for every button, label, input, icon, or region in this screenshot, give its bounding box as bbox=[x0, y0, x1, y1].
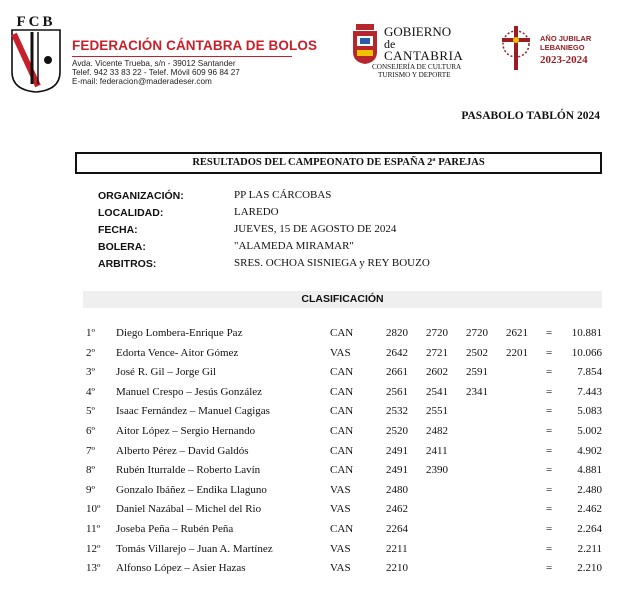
table-row bbox=[0, 484, 640, 504]
score-1: 2532 bbox=[386, 405, 408, 418]
score-1: 2642 bbox=[386, 346, 408, 359]
position: 4º bbox=[86, 385, 95, 398]
equals-sign: = bbox=[546, 405, 553, 418]
score-3: 2502 bbox=[466, 346, 488, 359]
team-code: VAS bbox=[330, 503, 351, 516]
score-1: 2491 bbox=[386, 444, 408, 457]
jubilee-line1: AÑO JUBILAR bbox=[540, 34, 592, 43]
info-value: SRES. OCHOA SISNIEGA y REY BOUZO bbox=[234, 257, 430, 269]
lebaniego-cross-icon bbox=[498, 24, 534, 72]
table-row bbox=[0, 523, 640, 543]
equals-sign: = bbox=[546, 444, 553, 457]
score-2: 2721 bbox=[426, 346, 448, 359]
equals-sign: = bbox=[546, 366, 553, 379]
player-names: Daniel Nazábal – Michel del Rio bbox=[116, 503, 262, 516]
player-names: Rubén Iturralde – Roberto Lavín bbox=[116, 464, 261, 477]
table-row bbox=[0, 405, 640, 425]
total-score: 2.264 bbox=[577, 523, 602, 535]
info-label: LOCALIDAD: bbox=[98, 207, 164, 219]
clasificacion-title: CLASIFICACIÓN bbox=[301, 293, 384, 305]
info-value: JUEVES, 15 DE AGOSTO DE 2024 bbox=[234, 223, 397, 235]
table-row bbox=[0, 445, 640, 465]
position: 8º bbox=[86, 464, 95, 477]
total-score: 4.881 bbox=[577, 464, 602, 477]
score-2: 2541 bbox=[426, 385, 448, 398]
federation-email: E-mail: federacion@maderadeser.com bbox=[72, 77, 212, 86]
pasabolo-heading: PASABOLO TABLÓN 2024 bbox=[461, 110, 600, 122]
table-row bbox=[0, 425, 640, 445]
gobierno-line2: de bbox=[384, 37, 396, 51]
score-2: 2551 bbox=[426, 405, 448, 418]
score-1: 2211 bbox=[386, 542, 408, 555]
position: 3º bbox=[86, 366, 95, 379]
total-score: 2.480 bbox=[577, 483, 602, 496]
table-row bbox=[0, 562, 640, 582]
score-1: 2561 bbox=[386, 385, 408, 398]
equals-sign: = bbox=[546, 464, 553, 477]
table-row bbox=[0, 366, 640, 386]
player-names: Tomás Villarejo – Juan A. Martínez bbox=[116, 542, 273, 555]
score-1: 2210 bbox=[386, 562, 408, 575]
player-names: Isaac Fernández – Manuel Cagigas bbox=[116, 405, 270, 418]
total-score: 10.066 bbox=[571, 346, 602, 359]
total-score: 10.881 bbox=[571, 327, 602, 339]
position: 10º bbox=[86, 503, 101, 516]
results-title: RESULTADOS DEL CAMPEONATO DE ESPAÑA 2ª PAREJAS bbox=[75, 152, 602, 174]
cantabria-shield-icon bbox=[352, 24, 378, 64]
player-names: Alberto Pérez – David Galdós bbox=[116, 444, 249, 457]
team-code: CAN bbox=[330, 523, 354, 535]
score-1: 2661 bbox=[386, 366, 408, 379]
equals-sign: = bbox=[546, 425, 553, 437]
equals-sign: = bbox=[546, 523, 553, 535]
position: 13º bbox=[86, 562, 101, 575]
table-row bbox=[0, 503, 640, 523]
score-2: 2390 bbox=[426, 464, 448, 477]
info-value: "ALAMEDA MIRAMAR" bbox=[234, 240, 354, 252]
fcb-logo bbox=[8, 12, 64, 94]
position: 12º bbox=[86, 542, 101, 555]
total-score: 7.443 bbox=[577, 385, 602, 398]
score-1: 2491 bbox=[386, 464, 408, 477]
position: 11º bbox=[86, 523, 101, 535]
equals-sign: = bbox=[546, 503, 553, 516]
team-code: CAN bbox=[330, 405, 354, 418]
score-1: 2480 bbox=[386, 483, 408, 496]
player-names: Edorta Vence- Aitor Gómez bbox=[116, 346, 239, 359]
federation-phone: Telef. 942 33 83 22 - Telef. Móvil 609 96 84 27 bbox=[72, 68, 240, 77]
score-2: 2411 bbox=[426, 444, 448, 457]
position: 2º bbox=[86, 346, 95, 359]
gobierno-line1: GOBIERNO bbox=[384, 24, 452, 39]
score-2: 2602 bbox=[426, 366, 448, 379]
position: 5º bbox=[86, 405, 95, 418]
team-code: CAN bbox=[330, 464, 354, 477]
info-label: ORGANIZACIÓN: bbox=[98, 190, 184, 202]
total-score: 4.902 bbox=[577, 444, 602, 457]
info-label: BOLERA: bbox=[98, 241, 146, 253]
position: 6º bbox=[86, 425, 95, 437]
player-names: Gonzalo Ibáñez – Endika Llaguno bbox=[116, 483, 267, 496]
jubilee-line2: LEBANIEGO bbox=[540, 43, 585, 52]
player-names: Alfonso López – Asier Hazas bbox=[116, 562, 246, 575]
info-label: FECHA: bbox=[98, 224, 138, 236]
total-score: 5.083 bbox=[577, 405, 602, 418]
table-row bbox=[0, 347, 640, 367]
equals-sign: = bbox=[546, 483, 553, 496]
gobierno-line3: CANTABRIA bbox=[384, 48, 464, 63]
player-names: Joseba Peña – Rubén Peña bbox=[116, 523, 234, 535]
total-score: 5.002 bbox=[577, 425, 602, 437]
team-code: VAS bbox=[330, 562, 351, 575]
equals-sign: = bbox=[546, 346, 553, 359]
team-code: VAS bbox=[330, 346, 351, 359]
info-value: LAREDO bbox=[234, 206, 279, 218]
table-row bbox=[0, 464, 640, 484]
total-score: 2.211 bbox=[577, 542, 602, 555]
federation-address: Avda. Vicente Trueba, s/n - 39012 Santander bbox=[72, 59, 236, 68]
score-3: 2591 bbox=[466, 366, 488, 379]
team-code: VAS bbox=[330, 483, 351, 496]
player-names: Manuel Crespo – Jesús González bbox=[116, 385, 263, 398]
total-score: 2.210 bbox=[577, 562, 602, 575]
fcb-logo-letters: FCB bbox=[16, 14, 56, 30]
score-2: 2482 bbox=[426, 425, 448, 437]
score-1: 2520 bbox=[386, 425, 408, 437]
player-names: José R. Gil – Jorge Gil bbox=[116, 366, 217, 379]
position: 9º bbox=[86, 483, 95, 496]
equals-sign: = bbox=[546, 542, 553, 555]
equals-sign: = bbox=[546, 327, 553, 339]
federation-name: FEDERACIÓN CÁNTABRA DE BOLOS bbox=[72, 38, 318, 53]
equals-sign: = bbox=[546, 562, 553, 575]
equals-sign: = bbox=[546, 385, 553, 398]
score-3: 2720 bbox=[466, 327, 488, 339]
player-names: Diego Lombera-Enrique Paz bbox=[116, 327, 243, 339]
team-code: CAN bbox=[330, 444, 354, 457]
table-row bbox=[0, 543, 640, 563]
team-code: CAN bbox=[330, 366, 354, 379]
info-label: ARBITROS: bbox=[98, 258, 157, 270]
consejeria-line1: CONSEJERÍA DE CULTURA bbox=[372, 63, 462, 71]
score-1: 2820 bbox=[386, 327, 408, 339]
score-2: 2720 bbox=[426, 327, 448, 339]
score-1: 2462 bbox=[386, 503, 408, 516]
position: 1º bbox=[86, 327, 95, 339]
total-score: 7.854 bbox=[577, 366, 602, 379]
total-score: 2.462 bbox=[577, 503, 602, 516]
jubilee-years: 2023-2024 bbox=[540, 54, 588, 66]
score-4: 2621 bbox=[506, 327, 528, 339]
federation-underline bbox=[72, 56, 292, 57]
team-code: VAS bbox=[330, 542, 351, 555]
team-code: CAN bbox=[330, 385, 354, 398]
score-4: 2201 bbox=[506, 346, 528, 359]
team-code: CAN bbox=[330, 327, 354, 339]
table-row bbox=[0, 327, 640, 347]
table-row bbox=[0, 386, 640, 406]
score-3: 2341 bbox=[466, 385, 488, 398]
player-names: Aitor López – Sergio Hernando bbox=[116, 425, 256, 437]
team-code: CAN bbox=[330, 425, 354, 437]
info-value: PP LAS CÁRCOBAS bbox=[234, 189, 332, 201]
position: 7º bbox=[86, 444, 95, 457]
consejeria-line2: TURISMO Y DEPORTE bbox=[378, 71, 451, 79]
score-1: 2264 bbox=[386, 523, 408, 535]
